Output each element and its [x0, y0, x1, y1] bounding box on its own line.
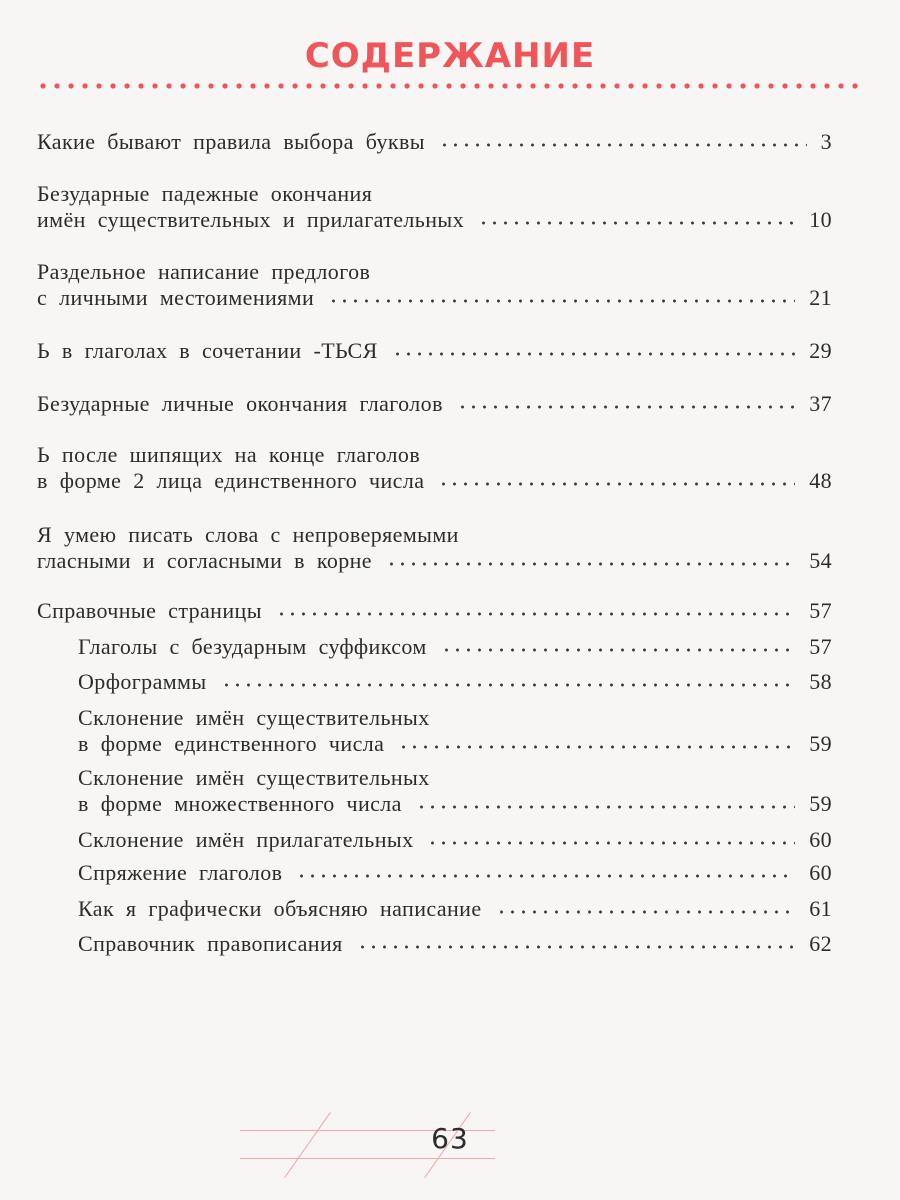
toc-line — [0, 790, 900, 818]
toc-entry-text: Я умею писать слова с непроверяемыми — [37, 522, 459, 547]
toc-page-number: 29 — [809, 338, 832, 363]
toc-entry-text: Справочник правописания — [78, 931, 343, 956]
toc-dot-leader — [439, 143, 807, 147]
toc-dot-leader — [416, 805, 795, 809]
toc-entry-text: Склонение имён прилагательных — [78, 827, 414, 852]
toc-dot-leader — [357, 945, 795, 949]
toc-page-number: 3 — [820, 129, 832, 154]
toc-entry-text: с личными местоимениями — [37, 285, 315, 310]
toc-dot-leader — [457, 405, 795, 409]
toc-entry-text: Безударные падежные окончания — [37, 181, 373, 206]
toc-page-number: 60 — [809, 860, 832, 885]
toc-line — [0, 467, 900, 495]
toc-line — [0, 441, 900, 469]
toc-page-number: 54 — [809, 548, 832, 573]
toc-dot-leader — [478, 221, 795, 225]
toc-entry-text: Глаголы с безударным суффиксом — [78, 634, 427, 659]
toc-dot-leader — [427, 841, 795, 845]
toc-line — [0, 337, 900, 365]
toc-line — [0, 521, 900, 549]
toc-line — [0, 859, 900, 887]
toc-page-number: 58 — [809, 669, 832, 694]
toc-entry-text: в форме единственного числа — [78, 731, 385, 756]
toc-line — [0, 895, 900, 923]
toc-line — [0, 390, 900, 418]
toc-line — [0, 633, 900, 661]
toc-page-number: 21 — [809, 285, 832, 310]
toc-dot-leader — [276, 612, 795, 616]
toc-line — [0, 930, 900, 958]
toc-page-number: 59 — [809, 791, 832, 816]
toc-dot-leader — [392, 352, 795, 356]
toc-entry-text: Орфограммы — [78, 669, 207, 694]
footer-rule-bottom — [240, 1158, 495, 1159]
toc-entry-text: Безударные личные окончания глаголов — [37, 391, 443, 416]
toc-dot-leader — [438, 482, 795, 486]
toc-entry-text: Какие бывают правила выбора буквы — [37, 129, 425, 154]
toc-dot-leader — [398, 745, 795, 749]
toc-entry-text: Склонение имён существительных — [78, 765, 430, 790]
toc-entry-text: имён существительных и прилагательных — [37, 207, 464, 232]
toc-line — [0, 206, 900, 234]
toc-entry-text: Раздельное написание предлогов — [37, 259, 371, 284]
toc-line — [0, 730, 900, 758]
toc-entry-text: Ь в глаголах в сочетании -ТЬСЯ — [37, 338, 378, 363]
toc-line — [0, 284, 900, 312]
toc-entry-text: в форме 2 лица единственного числа — [37, 468, 425, 493]
toc-entry-text: Спряжение глаголов — [78, 860, 283, 885]
toc-dot-leader — [221, 683, 795, 687]
toc-page-number: 59 — [809, 731, 832, 756]
toc-dot-leader — [441, 648, 795, 652]
toc-line — [0, 764, 900, 792]
toc-entry-text: гласными и согласными в корне — [37, 548, 372, 573]
toc-line — [0, 826, 900, 854]
toc-page-number: 57 — [809, 598, 832, 623]
toc-entry-text: Как я графически объясняю написание — [78, 896, 482, 921]
toc-entry-text: Ь после шипящих на конце глаголов — [37, 442, 421, 467]
toc-dot-leader — [328, 299, 795, 303]
page-title: СОДЕРЖАНИЕ — [304, 36, 596, 76]
toc-line — [0, 180, 900, 208]
toc-line — [0, 668, 900, 696]
toc-entry-text: Справочные страницы — [37, 598, 262, 623]
toc-page-number: 61 — [809, 896, 832, 921]
toc-line — [0, 258, 900, 286]
toc-page-number: 37 — [809, 391, 832, 416]
toc-dot-leader — [386, 562, 795, 566]
toc-line — [0, 128, 900, 156]
toc-line — [0, 597, 900, 625]
toc-page-number: 57 — [809, 634, 832, 659]
toc-line — [0, 704, 900, 732]
toc-dot-leader — [496, 910, 795, 914]
toc-page-number: 62 — [809, 931, 832, 956]
toc-page-number: 60 — [809, 827, 832, 852]
toc-page-number: 10 — [809, 207, 832, 232]
toc-page-number: 48 — [809, 468, 832, 493]
toc-line — [0, 547, 900, 575]
page-number: 63 — [431, 1122, 469, 1155]
toc-dot-leader — [296, 874, 795, 878]
toc-entry-text: Склонение имён существительных — [78, 705, 430, 730]
toc-entry-text: в форме множественного числа — [78, 791, 402, 816]
